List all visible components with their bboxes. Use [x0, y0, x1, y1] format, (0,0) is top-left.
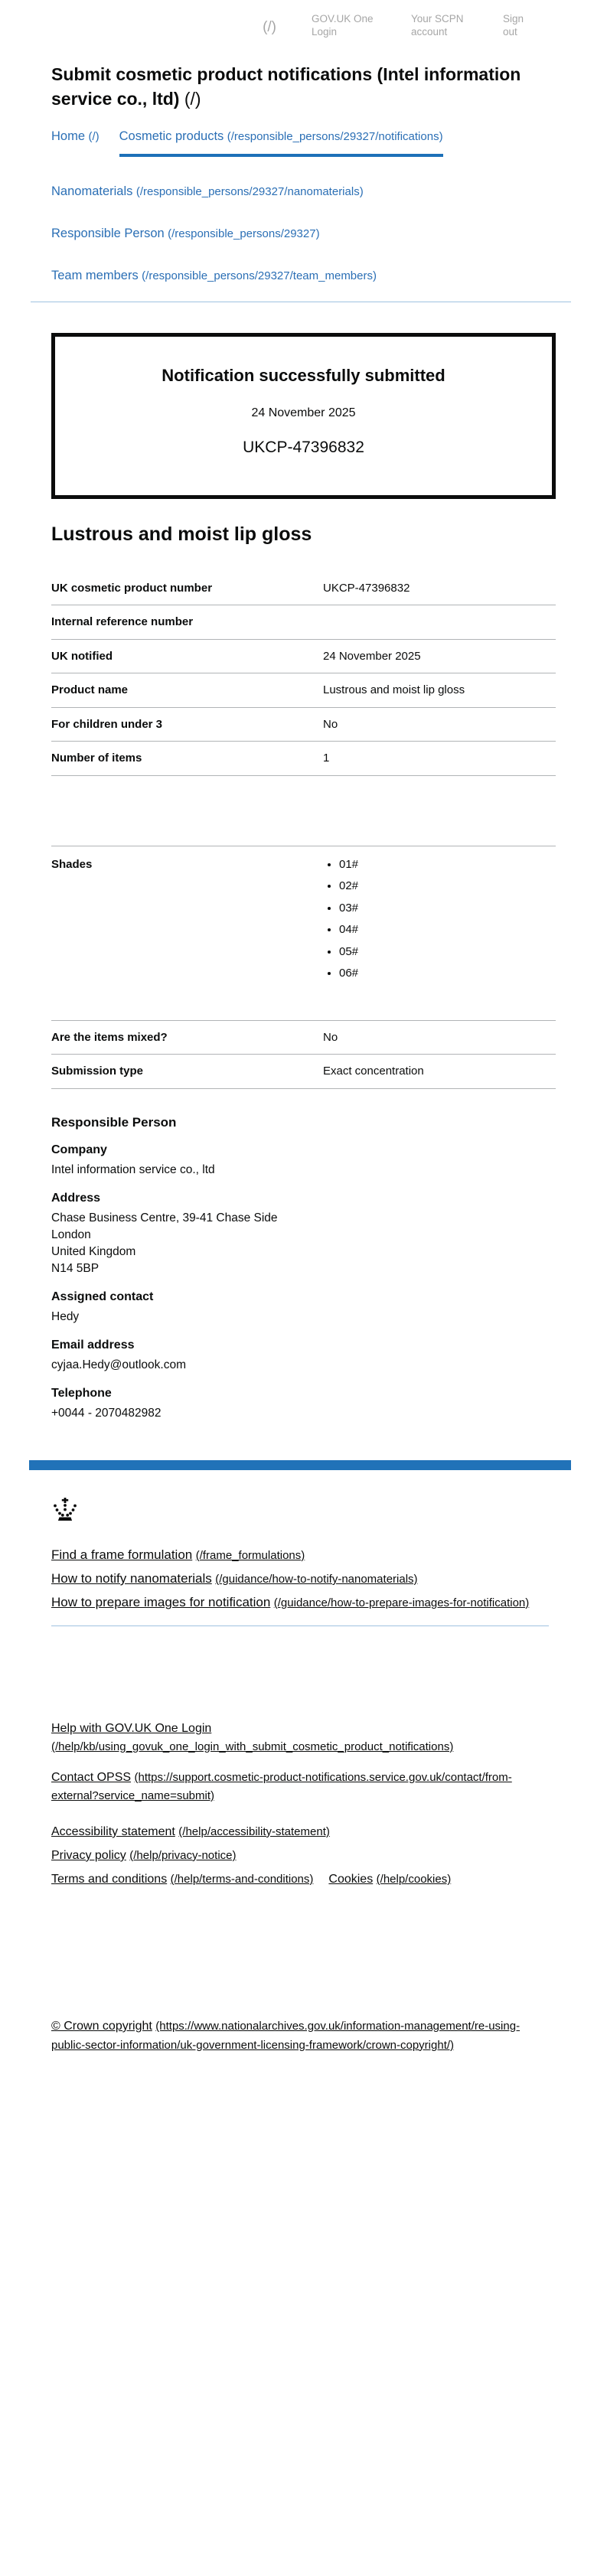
table-row: Number of items 1: [51, 742, 556, 776]
shade-item: • 06#: [339, 966, 556, 981]
telephone-label: Telephone: [51, 1386, 112, 1400]
home-link[interactable]: (/): [263, 19, 276, 35]
table-row: For children under 3 No: [51, 708, 556, 742]
table-row-shades: Shades • 01# • 02# • 03# • 04# • 05# • 06#: [51, 846, 556, 1021]
privacy-policy-link[interactable]: Privacy policy (/help/privacy-notice): [51, 1848, 237, 1862]
terms-and-conditions-link[interactable]: Terms and conditions (/help/terms-and-conditions): [51, 1872, 314, 1886]
crown-copyright-link[interactable]: © Crown copyright (https://www.nationalarchives.gov.uk/information-management/re-using-public-sector-information/uk-government-licensing-framework/crown-copyright/): [51, 2019, 521, 2052]
scpn-account-link[interactable]: Your SCPN account: [411, 13, 464, 38]
service-title-home-href[interactable]: (/): [184, 88, 201, 109]
company-label: Company: [51, 1143, 107, 1156]
nav-responsible-person[interactable]: Responsible Person (/responsible_persons/29327): [51, 226, 320, 240]
cookies-link[interactable]: Cookies (/help/cookies): [328, 1872, 452, 1886]
table-row: Are the items mixed? No: [51, 1021, 556, 1055]
notify-nanomaterials-link[interactable]: How to notify nanomaterials (/guidance/how-to-notify-nanomaterials): [51, 1570, 418, 1586]
table-row: Submission type Exact concentration: [51, 1055, 556, 1089]
responsible-person-heading: Responsible Person: [51, 1114, 177, 1130]
table-row: Product name Lustrous and moist lip gloss: [51, 673, 556, 708]
crown-icon: [51, 1498, 79, 1522]
top-header: [0, 0, 607, 39]
email-value: cyjaa.Hedy@outlook.com: [51, 1358, 186, 1371]
shades-list: [323, 857, 556, 981]
confirmation-panel: [51, 333, 556, 499]
shade-item: • 01#: [339, 857, 556, 872]
footer-blue-bar: [29, 1460, 571, 1470]
assigned-contact-value: Hedy: [51, 1309, 80, 1323]
telephone-value: +0044 - 2070482982: [51, 1406, 162, 1420]
frame-formulation-link[interactable]: Find a frame formulation (/frame_formulations): [51, 1547, 305, 1562]
shade-item: • 05#: [339, 944, 556, 960]
nav-nanomaterials[interactable]: Nanomaterials (/responsible_persons/29327/nanomaterials): [51, 184, 364, 198]
service-title: [51, 62, 556, 111]
product-summary-table: [51, 572, 556, 1089]
shade-item: • 02#: [339, 879, 556, 894]
accessibility-statement-link[interactable]: Accessibility statement (/help/accessibility-statement): [51, 1824, 330, 1838]
company-value: Intel information service co., ltd: [51, 1162, 215, 1176]
shade-item: • 04#: [339, 922, 556, 937]
govuk-one-login-link[interactable]: GOV.UK One Login: [312, 13, 374, 38]
confirmation-reference: UKCP-47396832: [243, 438, 364, 456]
service-title-text: Submit cosmetic product notifications (Intel information service co., ltd): [51, 64, 521, 109]
nav-home[interactable]: Home (/): [51, 129, 100, 143]
contact-opss-link[interactable]: Contact OPSS (https://support.cosmetic-product-notifications.service.gov.uk/contact/from-external?service_name=submit): [51, 1770, 512, 1802]
nav-team-members[interactable]: Team members (/responsible_persons/29327/team_members): [51, 268, 377, 282]
address-label: Address: [51, 1191, 101, 1205]
legal-links: [51, 1825, 556, 1896]
sign-out-link[interactable]: Sign out: [503, 13, 524, 38]
confirmation-date: 24 November 2025: [251, 406, 356, 419]
help-one-login-link[interactable]: Help with GOV.UK One Login (/help/kb/using_govuk_one_login_with_submit_cosmetic_product_notifications): [51, 1721, 454, 1753]
nav-cosmetic-products[interactable]: Cosmetic products (/responsible_persons/29327/notifications): [119, 129, 443, 157]
email-label: Email address: [51, 1338, 135, 1352]
confirmation-title: Notification successfully submitted: [162, 365, 445, 385]
footer-divider: [51, 1625, 549, 1626]
help-links: [51, 1720, 556, 1805]
table-row: UK notified 24 November 2025: [51, 640, 556, 674]
shade-item: • 03#: [339, 901, 556, 916]
table-row: UK cosmetic product number UKCP-47396832: [51, 572, 556, 606]
primary-nav: [51, 129, 556, 283]
page-title: Lustrous and moist lip gloss: [51, 523, 312, 545]
prepare-images-link[interactable]: How to prepare images for notification (/guidance/how-to-prepare-images-for-notification): [51, 1594, 530, 1609]
assigned-contact-label: Assigned contact: [51, 1290, 154, 1303]
address-value: Chase Business Centre, 39-41 Chase Side London United Kingdom N14 5BP: [51, 1211, 278, 1275]
guidance-links: [51, 1547, 556, 1610]
responsible-person-section: [51, 1115, 556, 1422]
table-row: Internal reference number: [51, 605, 556, 640]
table-row-empty: [51, 776, 556, 846]
